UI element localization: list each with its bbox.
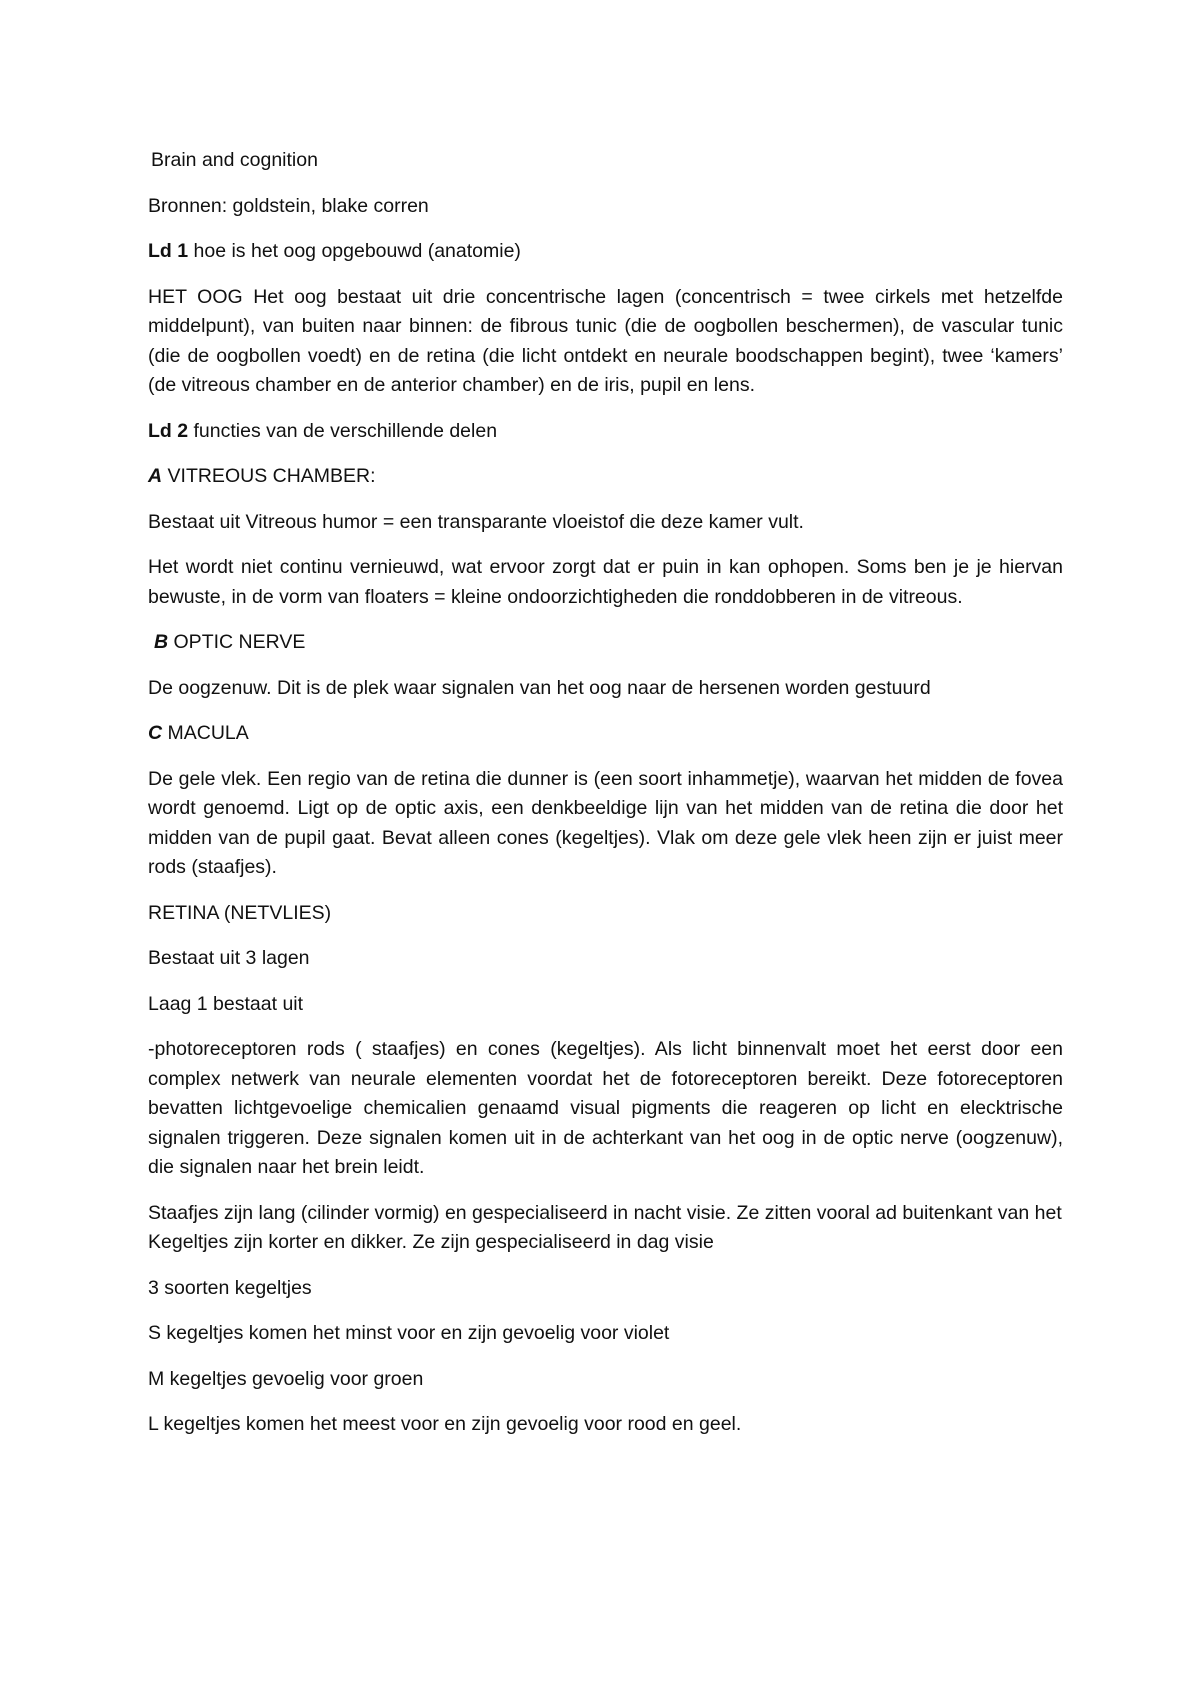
document-body [148, 146, 1063, 1456]
section-a-heading [148, 462, 1063, 492]
het-oog-label: HET OOG [148, 285, 243, 308]
ld1-heading [148, 237, 1063, 267]
section-c-heading [148, 719, 1063, 749]
ld2-label: Ld 2 [148, 419, 189, 442]
section-a-letter: A [148, 465, 163, 487]
retina-layers: Bestaat uit 3 lagen [148, 947, 310, 969]
het-oog-text: Het oog bestaat uit drie concentrische lagen (concentrisch = twee cirkels met hetzelfde middelpunt), van buiten naar binnen: de fibrous tunic (die de oogbollen beschermen), de vascular tunic (die de oogbollen voedt) en de retina (die licht ontdekt en neurale boodschappen begint), twee ‘kamers’ (de vitreous chamber en de anterior chamber) en de iris, pupil en lens. [148, 285, 1063, 396]
section-b-paragraph-1: De oogzenuw. Dit is de plek waar signalen van het oog naar de hersenen worden gestuurd [148, 676, 931, 699]
retina-heading: RETINA (NETVLIES) [148, 901, 332, 924]
document-title: Brain and cognition [151, 149, 318, 171]
s-kegeltjes: S kegeltjes komen het minst voor en zijn gevoelig voor violet [148, 1322, 670, 1344]
section-c-letter: C [148, 722, 163, 744]
section-c-paragraph-1: De gele vlek. Een regio van de retina die dunner is (een soort inhammetje), waarvan het midden de fovea wordt genoemd. Ligt op de optic axis, een denkbeeldige lijn van het midden van de retina die door het midden van de pupil gaat. Bevat alleen cones (kegeltjes). Vlak om deze gele vlek heen zijn er juist meer rods (staafjes). [148, 767, 1063, 878]
ld1-text: hoe is het oog opgebouwd (anatomie) [193, 240, 521, 262]
section-a-paragraph-1: Bestaat uit Vitreous humor = een transparante vloeistof die deze kamer vult. [148, 510, 804, 533]
ld1-label: Ld 1 [148, 240, 189, 262]
ld2-heading [148, 417, 1063, 447]
kegeltjes-types-heading: 3 soorten kegeltjes [148, 1276, 312, 1299]
het-oog-paragraph [148, 283, 1063, 401]
section-a-title: VITREOUS CHAMBER: [167, 465, 376, 487]
staafjes-paragraph: Staafjes zijn lang (cilinder vormig) en gespecialiseerd in nacht visie. Ze zitten vooral ad buitenkant van het Kegeltjes zijn korter en dikker. Ze zijn gespecialiseerd in dag visie [148, 1201, 1062, 1253]
retina-laag1: Laag 1 bestaat uit [148, 992, 304, 1015]
m-kegeltjes: M kegeltjes gevoelig voor groen [148, 1367, 424, 1390]
sources-line: Bronnen: goldstein, blake corren [148, 194, 429, 217]
section-a-paragraph-2: Het wordt niet continu vernieuwd, wat ervoor zorgt dat er puin in kan ophopen. Soms ben je je hiervan bewuste, in de vorm van floaters = kleine ondoorzichtigheden die ronddobberen in de vitreous. [148, 556, 1063, 608]
section-b-heading [148, 628, 1063, 658]
l-kegeltjes: L kegeltjes komen het meest voor en zijn gevoelig voor rood en geel. [148, 1413, 742, 1435]
section-b-letter: B [154, 631, 169, 653]
section-b-title: OPTIC NERVE [173, 631, 306, 653]
section-c-title: MACULA [167, 722, 249, 744]
photoreceptors-paragraph: -photoreceptoren rods ( staafjes) en cones (kegeltjes). Als licht binnenvalt moet het eerst door een complex netwerk van neurale elementen voordat het de fotoreceptoren bereikt. Deze fotoreceptoren bevatten lichtgevoelige chemicalien genaamd visual pigments die reageren op licht en elecktrische signalen triggeren. Deze signalen komen uit in de achterkant van het oog in de optic nerve (oogzenuw), die signalen naar het brein leidt. [148, 1038, 1063, 1178]
ld2-text: functies van de verschillende delen [193, 419, 498, 442]
